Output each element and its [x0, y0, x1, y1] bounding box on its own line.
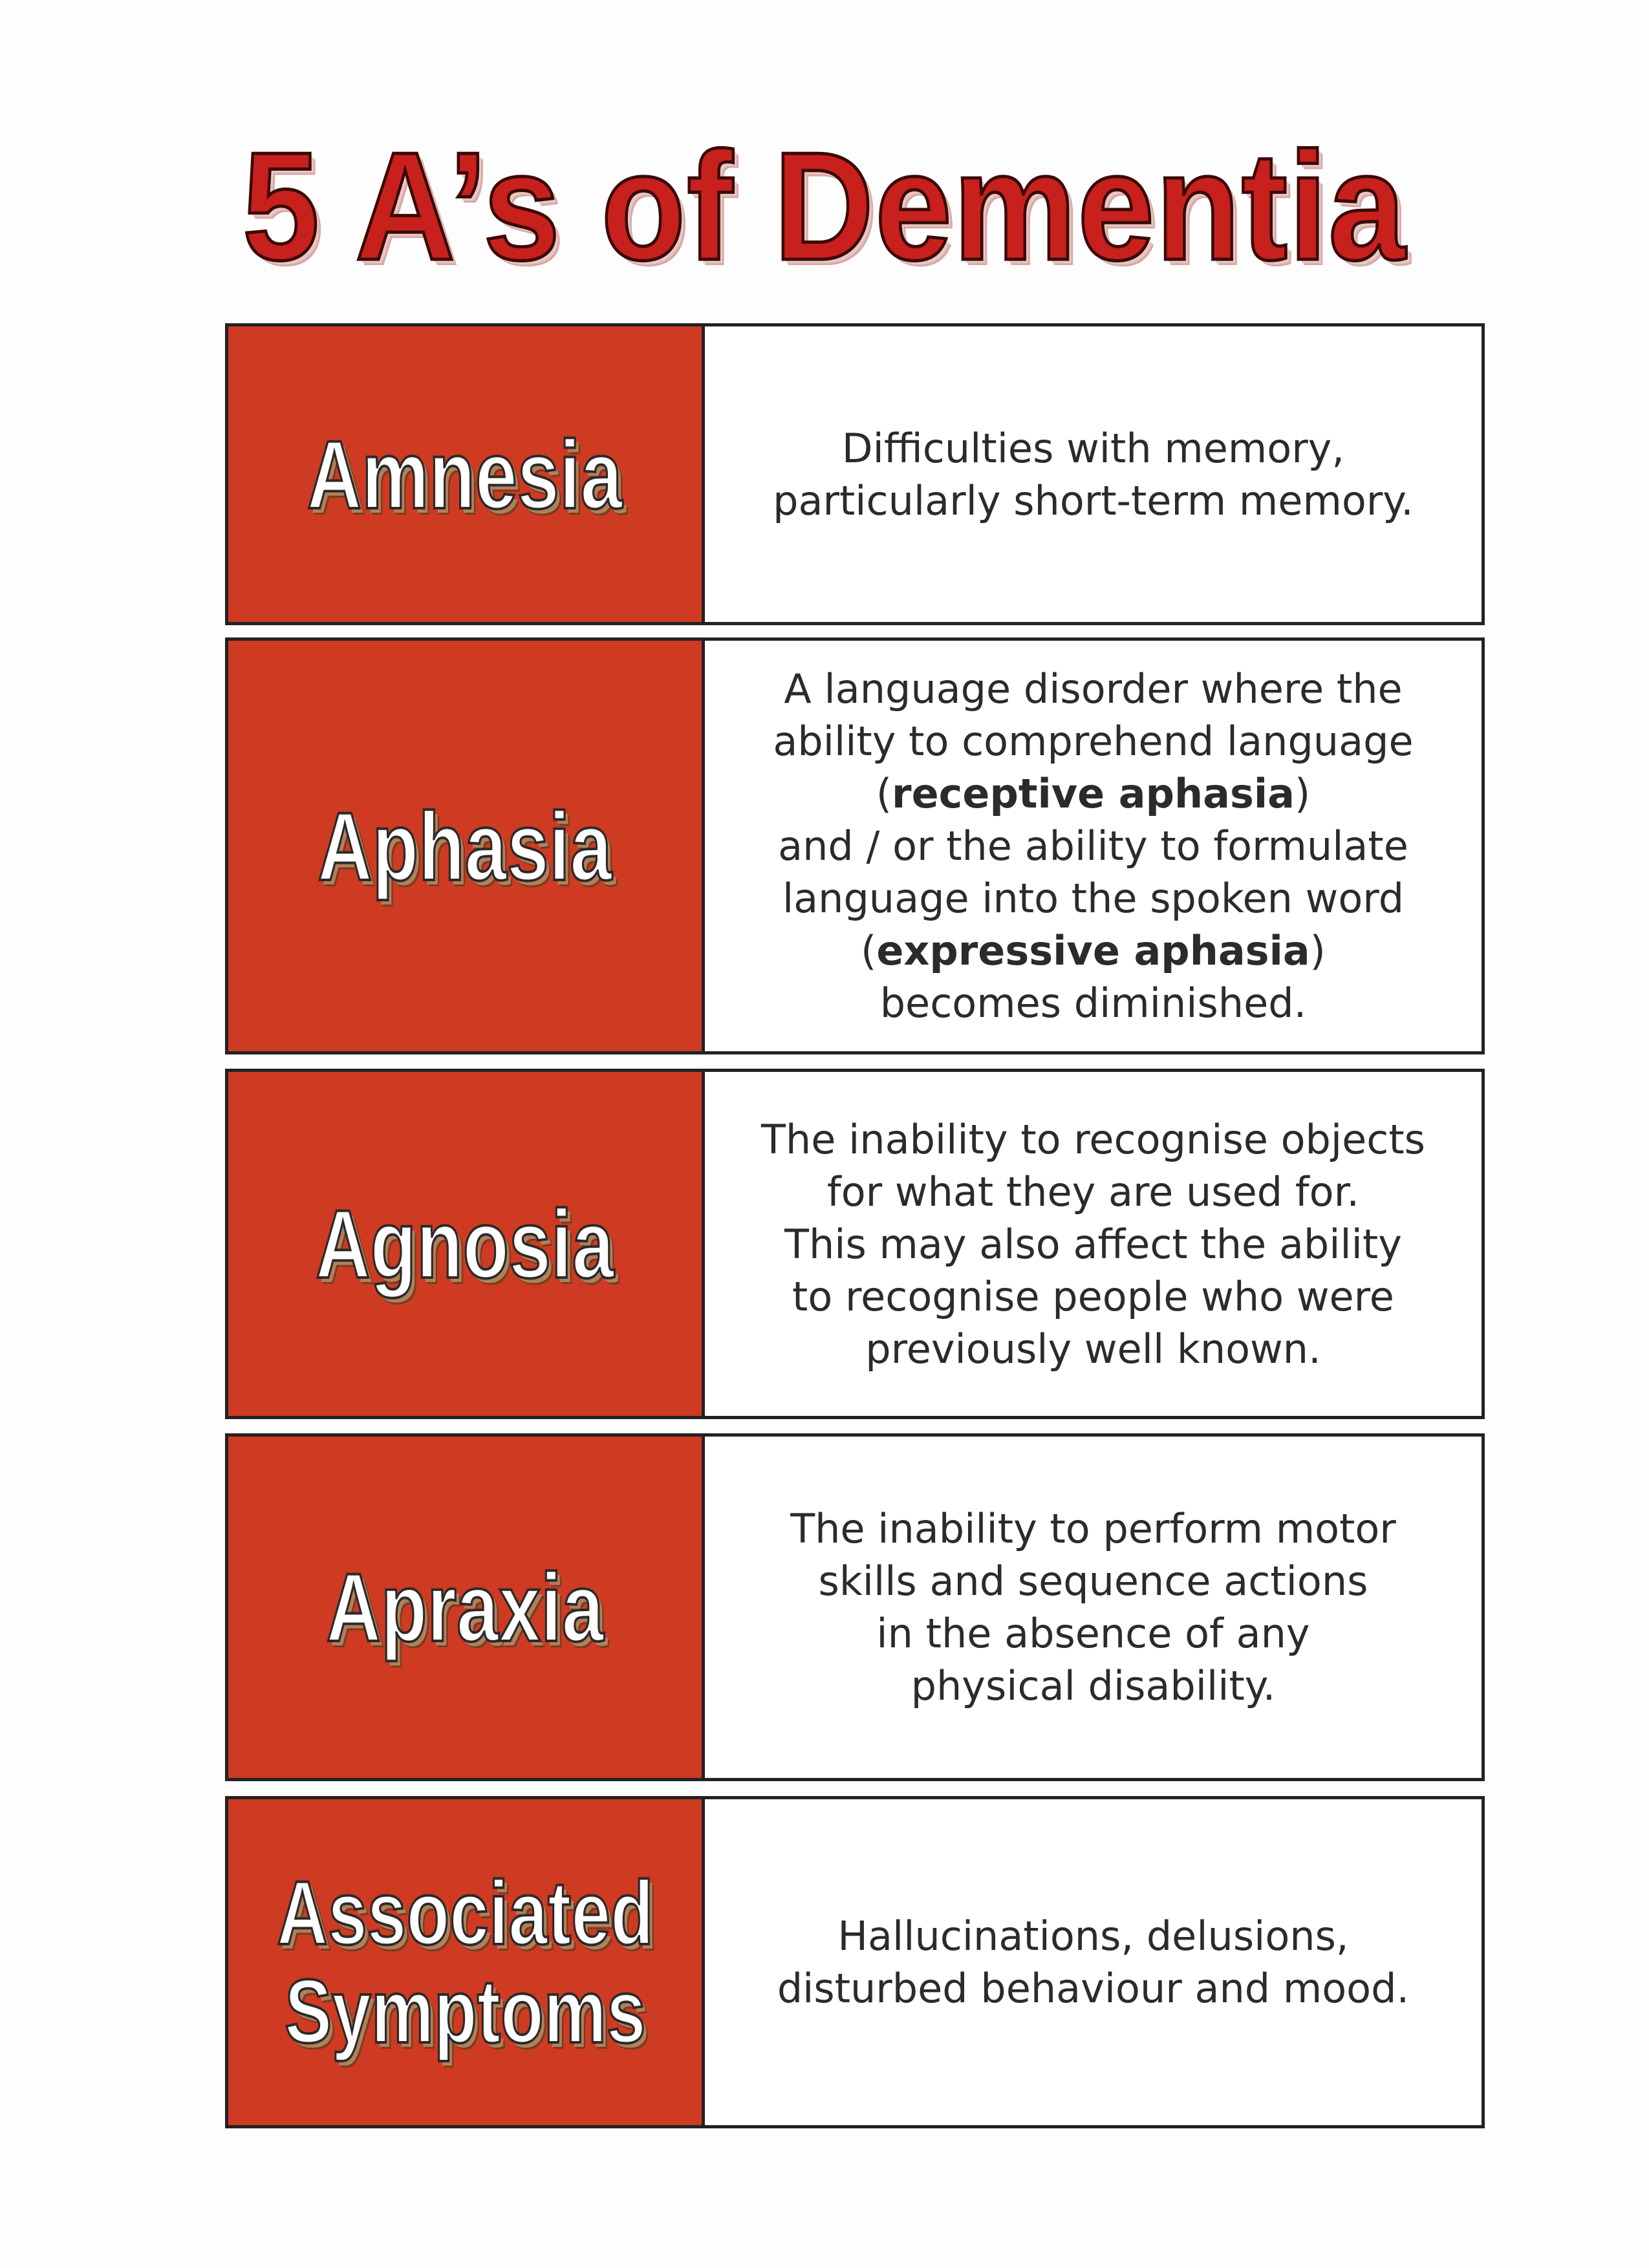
table-row-amnesia [225, 323, 1485, 625]
description-amnesia [773, 422, 1414, 527]
description-line: skills and sequence actions [818, 1557, 1368, 1605]
description-line: to recognise people who were [792, 1272, 1394, 1320]
description-line: particularly short-term memory. [773, 476, 1414, 524]
description-associated-symptoms [777, 1910, 1409, 2015]
table-row-associated-symptoms [225, 1796, 1485, 2128]
expressive-aphasia-term: expressive aphasia [876, 927, 1310, 974]
description-line: previously well known. [865, 1325, 1321, 1373]
description-line: ability to comprehend language [773, 718, 1414, 765]
paren-open: ( [876, 770, 892, 817]
paren-close: ) [1294, 770, 1311, 817]
term-label-line: Associated [276, 1862, 654, 1963]
description-line: The inability to recognise objects [761, 1115, 1425, 1163]
description-line: The inability to perform motor [790, 1505, 1396, 1552]
table-row-aphasia [225, 637, 1485, 1054]
paren-open: ( [861, 927, 877, 974]
term-cell [228, 641, 705, 1051]
page-title: 5 A’s of Dementia [242, 121, 1407, 292]
term-cell [228, 1072, 705, 1416]
term-label-associated-symptoms [277, 1864, 654, 2060]
description-agnosia [761, 1113, 1425, 1375]
description-line [773, 767, 1413, 820]
description-cell [705, 1072, 1482, 1416]
description-line: Difficulties with memory, [841, 424, 1345, 472]
term-label-agnosia: Agnosia [316, 1190, 614, 1298]
term-cell [228, 326, 705, 622]
description-line: in the absence of any [876, 1610, 1310, 1657]
description-cell [705, 1799, 1482, 2125]
description-line: A language disorder where the [784, 665, 1403, 712]
description-aphasia [773, 663, 1413, 1029]
term-label-line: Symptoms [284, 1960, 646, 2062]
description-line: physical disability. [911, 1662, 1276, 1709]
table-row-agnosia [225, 1069, 1485, 1419]
description-apraxia [790, 1503, 1396, 1712]
paren-close: ) [1310, 927, 1326, 974]
description-cell [705, 641, 1482, 1051]
description-line: language into the spoken word [782, 875, 1405, 922]
description-cell [705, 1437, 1482, 1778]
description-line: This may also affect the ability [784, 1220, 1402, 1268]
term-cell [228, 1799, 705, 2125]
receptive-aphasia-term: receptive aphasia [892, 770, 1295, 817]
description-line: and / or the ability to formulate [778, 822, 1408, 870]
term-label-apraxia: Apraxia [326, 1553, 604, 1662]
description-line: disturbed behaviour and mood. [777, 1965, 1410, 2012]
description-line: for what they are used for. [826, 1168, 1360, 1215]
term-cell [228, 1437, 705, 1778]
term-label-aphasia: Aphasia [318, 791, 612, 901]
description-line: Hallucinations, delusions, [837, 1912, 1349, 1960]
term-label-amnesia: Amnesia [307, 420, 623, 529]
table-row-apraxia [225, 1433, 1485, 1781]
description-line [773, 925, 1413, 977]
description-line: becomes diminished. [879, 979, 1307, 1027]
description-cell [705, 326, 1482, 622]
